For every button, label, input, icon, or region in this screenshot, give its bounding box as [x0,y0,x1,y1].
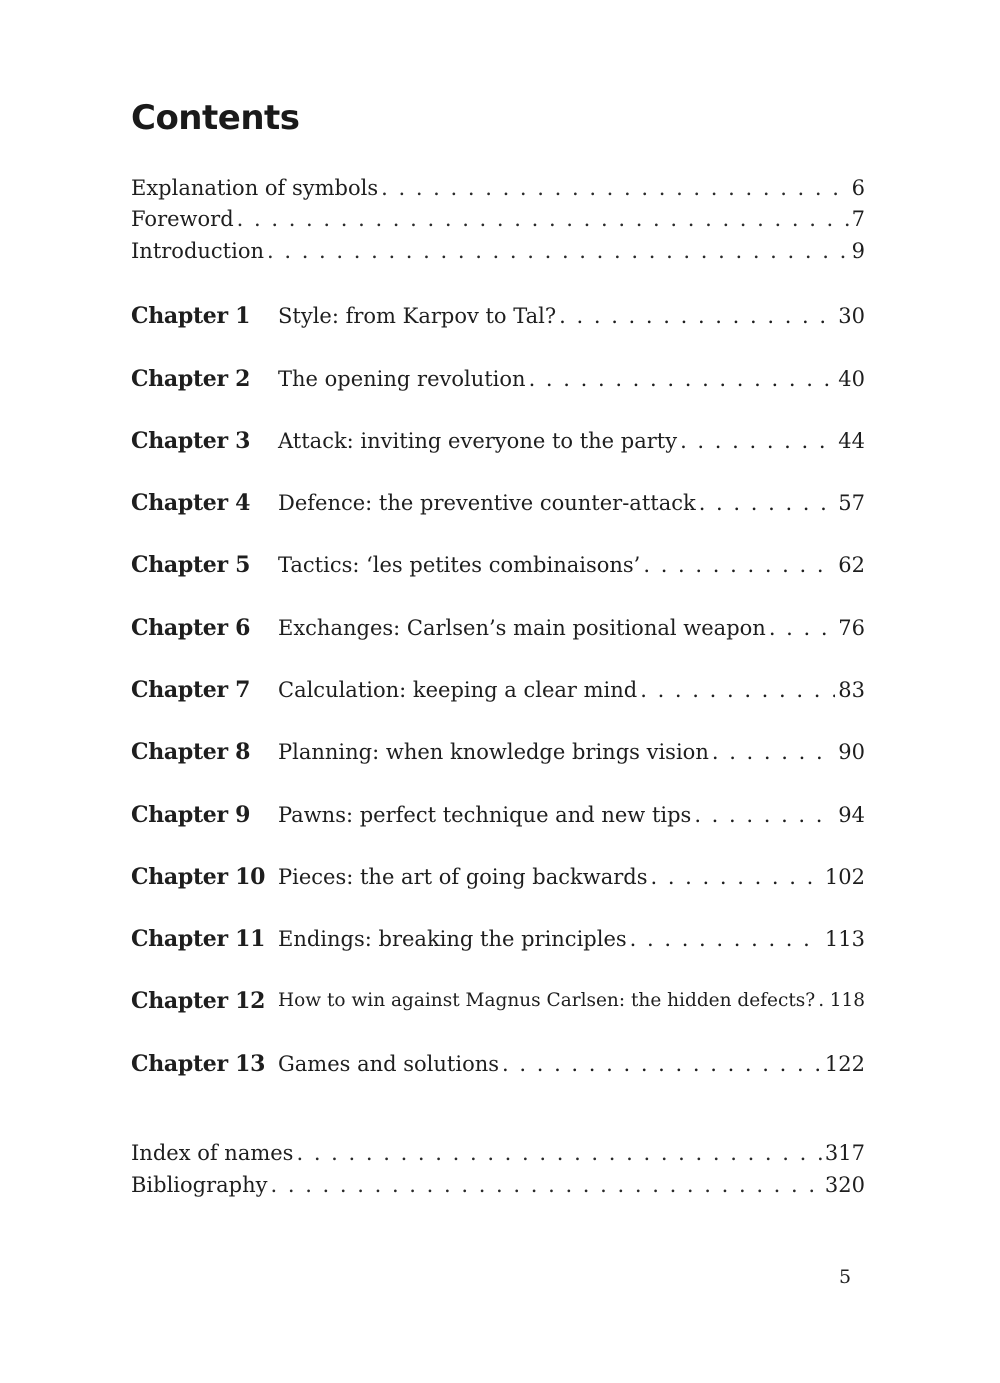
toc-chapter-9 [131,800,865,830]
dot-leader [271,1170,822,1200]
toc-entry-page: 317 [824,1141,865,1165]
dot-leader [694,800,835,830]
chapter-label: Chapter 4 [131,490,251,516]
chapter-page: 102 [824,865,865,889]
toc-entry-title: Explanation of symbols [131,176,379,200]
chapter-page: 76 [838,616,865,640]
toc-entry-bibliography [131,1170,865,1200]
dot-leader [237,204,849,234]
chapter-title: Planning: when knowledge brings vision [278,740,709,764]
toc-chapter-4 [131,488,865,518]
toc-entry-page: 320 [824,1173,865,1197]
toc-entry-foreword [131,204,865,234]
dot-leader [699,488,836,518]
chapter-entry [278,986,865,1016]
dot-leader [630,924,822,954]
chapter-label: Chapter 12 [131,988,266,1014]
dot-leader [296,1138,821,1168]
toc-entry-title: Introduction [131,239,264,263]
chapter-title: How to win against Magnus Carlsen: the hidden defects? [278,990,816,1011]
chapter-page: 44 [838,429,865,453]
chapter-label: Chapter 8 [131,739,251,765]
dot-leader [769,613,835,643]
chapter-label: Chapter 13 [131,1051,266,1077]
chapter-entry [278,675,865,705]
dot-leader [267,236,849,266]
dot-leader [650,862,821,892]
chapter-page: 113 [824,927,865,951]
chapter-label: Chapter 9 [131,802,251,828]
toc-entry-page: 7 [851,207,865,231]
dot-leader [818,986,826,1016]
chapter-entry [278,426,865,456]
dot-leader [381,173,849,203]
chapter-title: Tactics: ‘les petites combinaisons’ [278,553,641,577]
toc-entry-introduction [131,236,865,266]
page-title: Contents [131,98,300,138]
toc-entry-page: 9 [851,239,865,263]
toc-chapter-11 [131,924,865,954]
dot-leader [680,426,835,456]
chapter-title: Games and solutions [278,1052,500,1076]
chapter-label: Chapter 1 [131,303,251,329]
toc-entry-explanation-of-symbols [131,173,865,203]
toc-chapter-12 [131,986,865,1016]
toc-chapter-13 [131,1049,865,1079]
chapter-title: Exchanges: Carlsen’s main positional weapon [278,616,766,640]
toc-chapter-6 [131,613,865,643]
toc-chapter-1 [131,301,865,331]
toc-entry-title: Index of names [131,1141,294,1165]
chapter-entry [278,1049,865,1079]
chapter-title: Attack: inviting everyone to the party [278,429,678,453]
dot-leader [712,737,835,767]
chapter-page: 90 [838,740,865,764]
chapter-page: 122 [824,1052,865,1076]
chapter-entry [278,364,865,394]
chapter-title: Style: from Karpov to Tal? [278,304,557,328]
chapter-title: Pawns: perfect technique and new tips [278,803,692,827]
chapter-label: Chapter 2 [131,366,251,392]
dot-leader [640,675,835,705]
chapter-page: 83 [838,678,865,702]
chapter-title: Pieces: the art of going backwards [278,865,648,889]
chapter-entry [278,862,865,892]
dot-leader [502,1049,822,1079]
chapter-page: 40 [838,367,865,391]
chapter-title: Endings: breaking the principles [278,927,627,951]
toc-chapter-7 [131,675,865,705]
toc-entry-title: Foreword [131,207,234,231]
chapter-entry [278,488,865,518]
toc-chapter-10 [131,862,865,892]
chapter-entry [278,613,865,643]
toc-chapter-2 [131,364,865,394]
dot-leader [643,550,835,580]
chapter-entry [278,924,865,954]
chapter-label: Chapter 7 [131,677,251,703]
chapter-label: Chapter 11 [131,926,266,952]
chapter-page: 94 [838,803,865,827]
chapter-page: 118 [829,990,865,1011]
chapter-entry [278,800,865,830]
chapter-entry [278,550,865,580]
toc-chapter-3 [131,426,865,456]
chapter-page: 62 [838,553,865,577]
chapter-label: Chapter 10 [131,864,266,890]
chapter-entry [278,737,865,767]
chapter-title: Calculation: keeping a clear mind [278,678,638,702]
dot-leader [529,364,836,394]
toc-entry-page: 6 [851,176,865,200]
dot-leader [559,301,835,331]
chapter-title: The opening revolution [278,367,526,391]
chapter-label: Chapter 6 [131,615,251,641]
toc-entry-index-of-names [131,1138,865,1168]
toc-chapter-8 [131,737,865,767]
chapter-entry [278,301,865,331]
chapter-title: Defence: the preventive counter-attack [278,491,696,515]
chapter-page: 30 [838,304,865,328]
chapter-label: Chapter 5 [131,552,251,578]
toc-chapter-5 [131,550,865,580]
chapter-page: 57 [838,491,865,515]
toc-entry-title: Bibliography [131,1173,268,1197]
chapter-label: Chapter 3 [131,428,251,454]
page-number: 5 [839,1266,852,1288]
